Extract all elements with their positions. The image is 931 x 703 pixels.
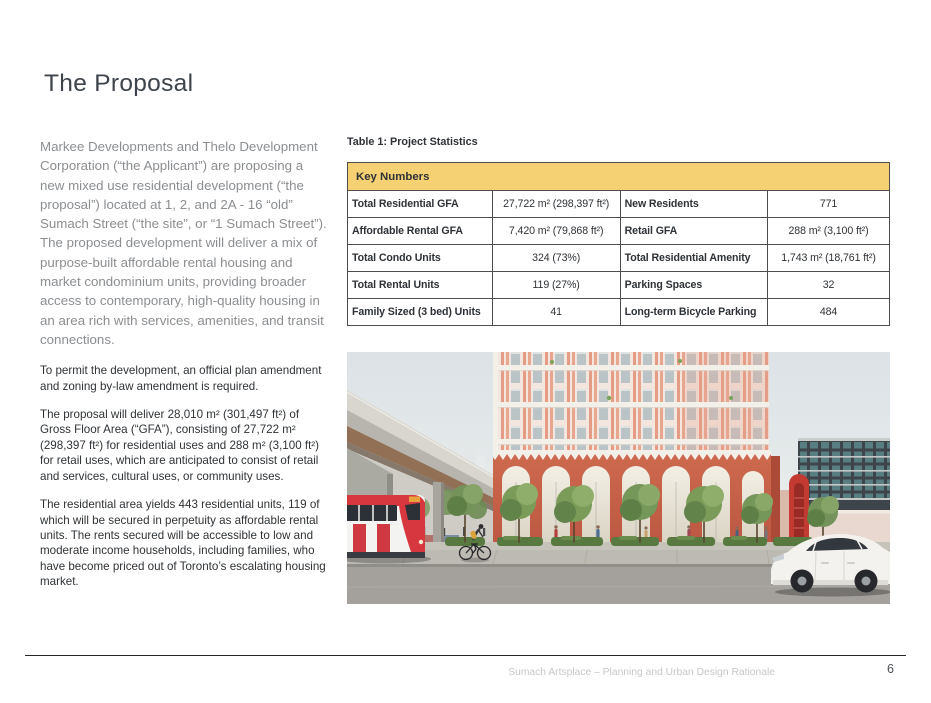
neighbouring-building — [798, 438, 890, 544]
stat-label: Parking Spaces — [620, 272, 767, 299]
table-row — [348, 218, 890, 245]
stat-value: 771 — [768, 191, 890, 218]
stat-label: Long-term Bicycle Parking — [620, 299, 767, 326]
page-number: 6 — [887, 662, 894, 676]
stat-label: Retail GFA — [620, 218, 767, 245]
stat-label: Affordable Rental GFA — [348, 218, 493, 245]
rendering-scene — [347, 352, 890, 604]
body-paragraph: To permit the development, an official plan amendment and zoning by-law amendment is required. — [40, 364, 322, 393]
table-row — [348, 191, 890, 218]
stat-label: Total Rental Units — [348, 272, 493, 299]
stat-label: New Residents — [620, 191, 767, 218]
stat-value: 7,420 m² (79,868 ft²) — [492, 218, 620, 245]
page-title: The Proposal — [44, 70, 194, 97]
scalloped-soffit — [493, 454, 771, 460]
table-header-row — [348, 163, 890, 191]
intro-paragraph: Markee Developments and Thelo Development Corporation (“the Applicant”) are proposing a new mixed use residential development (“the proposal”) located at 1, 2, and 2A - 16 “old” Sumach Street (“the site”, or “1 Sumach Street”). The proposed development will deliver a mix of purpose-built affordable rental housing and market condominium units, providing broader access to contemporary, high-quality housing in an area rich with services, amenities, and transit connections. — [40, 139, 327, 347]
stat-value: 41 — [492, 299, 620, 326]
streetcar — [347, 495, 431, 564]
body-paragraph: The proposal will deliver 28,010 m² (301,497 ft²) of Gross Floor Area (“GFA”), consisting of 27,722 m² (298,397 ft²) for residential uses and 288 m² (3,100 ft²) for retail uses, which are anticipated to consist of retail and services, cultural uses, or community uses. — [40, 408, 320, 483]
stat-value: 32 — [768, 272, 890, 299]
stat-value: 1,743 m² (18,761 ft²) — [768, 245, 890, 272]
headlight — [419, 540, 423, 544]
stat-label: Family Sized (3 bed) Units — [348, 299, 493, 326]
table-row — [348, 245, 890, 272]
statistics-column — [347, 136, 890, 604]
table-caption: Table 1: Project Statistics — [347, 136, 478, 148]
architectural-rendering — [347, 352, 890, 604]
table-row — [348, 299, 890, 326]
stat-value: 484 — [768, 299, 890, 326]
stat-value: 27,722 m² (298,397 ft²) — [492, 191, 620, 218]
stat-value: 119 (27%) — [492, 272, 620, 299]
route-sign — [409, 497, 420, 503]
stat-label: Total Residential GFA — [348, 191, 493, 218]
stat-label: Total Residential Amenity — [620, 245, 767, 272]
table-row — [348, 272, 890, 299]
footer-divider — [25, 655, 906, 656]
stat-value: 288 m² (3,100 ft²) — [768, 218, 890, 245]
body-paragraph: The residential area yields 443 residential units, 119 of which will be secured in perpetuity as affordable rental units. The rents secured will be accessible to low and moderate income households, including families, who have become priced out of Toronto’s escalating housing market. — [40, 498, 326, 589]
stat-label: Total Condo Units — [348, 245, 493, 272]
red-sculpture — [789, 474, 809, 544]
body-text-column — [40, 137, 327, 603]
project-statistics-table — [347, 162, 890, 326]
footer-document-title: Sumach Artsplace – Planning and Urban Design Rationale — [508, 667, 775, 678]
stat-value: 324 (73%) — [492, 245, 620, 272]
key-numbers-header: Key Numbers — [348, 163, 890, 191]
